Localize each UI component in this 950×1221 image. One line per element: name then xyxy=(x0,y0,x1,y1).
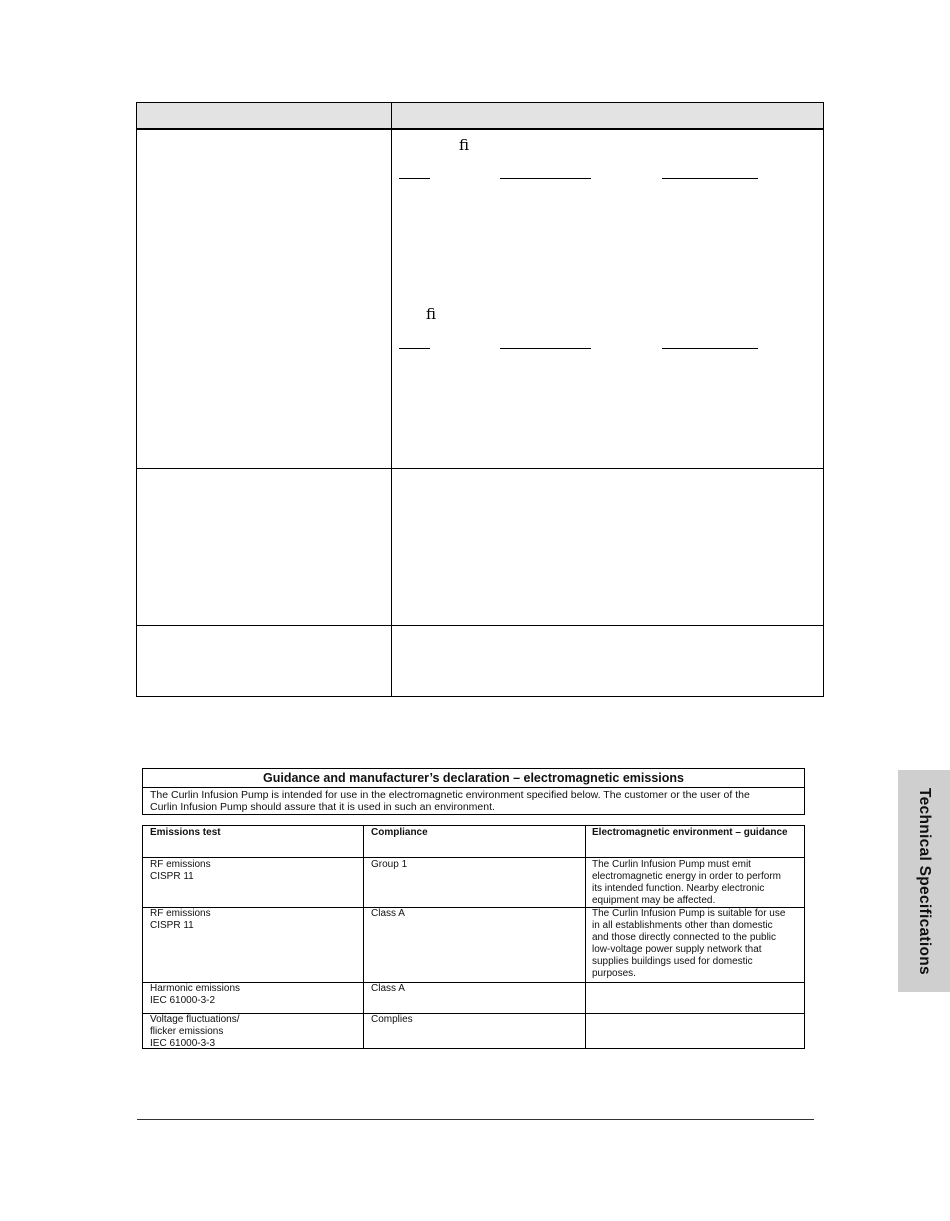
guidance-line: and those directly connected to the public xyxy=(592,932,777,943)
intro-line: Curlin Infusion Pump should assure that it is used in such an environment. xyxy=(150,801,495,813)
table-row-compliance: Class A xyxy=(371,983,405,994)
guidance-line: low-voltage power supply network that xyxy=(592,944,762,955)
emissions-declaration-header xyxy=(142,768,805,815)
intro-line: The Curlin Infusion Pump is intended for use in the electromagnetic environment specified below. The customer or the user of the xyxy=(150,789,750,801)
table-row-test xyxy=(150,908,211,932)
section-tab-label: Technical Specifications xyxy=(916,787,933,975)
test-name: Voltage fluctuations/ xyxy=(150,1014,240,1025)
spec-table-row-divider xyxy=(137,625,823,626)
spec-table-header xyxy=(137,103,823,130)
test-name: flicker emissions xyxy=(150,1026,224,1037)
table-row-compliance: Complies xyxy=(371,1014,413,1025)
guidance-line: equipment may be affected. xyxy=(592,895,716,906)
guidance-line: its intended function. Nearby electronic xyxy=(592,883,765,894)
table-row-compliance: Group 1 xyxy=(371,859,408,870)
header-divider xyxy=(143,857,804,858)
emissions-table xyxy=(142,825,805,1049)
row-divider xyxy=(143,1013,804,1014)
guidance-line: The Curlin Infusion Pump is suitable for use xyxy=(592,908,786,919)
guidance-line: in all establishments other than domestic xyxy=(592,920,773,931)
column-divider xyxy=(363,826,364,1048)
row-divider xyxy=(143,982,804,983)
underline-rule xyxy=(662,178,758,179)
test-standard: CISPR 11 xyxy=(150,920,194,931)
table-row-test xyxy=(150,859,211,883)
table-row-test xyxy=(150,983,240,1007)
column-header-test: Emissions test xyxy=(150,827,221,838)
column-header-guidance: Electromagnetic environment – guidance xyxy=(592,827,788,838)
emissions-intro-text xyxy=(150,789,797,813)
test-standard: IEC 61000-3-2 xyxy=(150,995,216,1006)
underline-rule xyxy=(500,178,591,179)
guidance-line: supplies buildings used for domestic xyxy=(592,956,753,967)
ligature-glyph: ﬁ xyxy=(459,136,470,154)
table-row-guidance xyxy=(592,908,785,980)
footer-rule xyxy=(137,1119,814,1120)
guidance-line: purposes. xyxy=(592,968,636,979)
test-standard: CISPR 11 xyxy=(150,871,194,882)
guidance-line: The Curlin Infusion Pump must emit xyxy=(592,859,751,870)
emissions-declaration-title: Guidance and manufacturer’s declaration – electromagnetic emissions xyxy=(263,771,684,785)
guidance-line: electromagnetic energy in order to perform xyxy=(592,871,781,882)
test-name: Harmonic emissions xyxy=(150,983,241,994)
spec-table-column-divider xyxy=(391,103,392,696)
table-row-compliance: Class A xyxy=(371,908,405,919)
table-row-test xyxy=(150,1014,240,1050)
underline-rule xyxy=(662,348,758,349)
ligature-glyph: ﬁ xyxy=(426,305,437,323)
test-name: RF emissions xyxy=(150,859,211,870)
test-standard: IEC 61000-3-3 xyxy=(150,1038,216,1049)
test-name: RF emissions xyxy=(150,908,211,919)
spec-table-row-divider xyxy=(137,468,823,469)
underline-rule xyxy=(500,348,591,349)
underline-rule xyxy=(399,348,430,349)
section-tab-technical-specifications[interactable] xyxy=(898,770,950,992)
title-separator xyxy=(143,787,804,788)
underline-rule xyxy=(399,178,430,179)
column-divider xyxy=(585,826,586,1048)
column-header-compliance: Compliance xyxy=(371,827,428,838)
table-row-guidance xyxy=(592,859,781,907)
specification-table xyxy=(136,102,824,697)
